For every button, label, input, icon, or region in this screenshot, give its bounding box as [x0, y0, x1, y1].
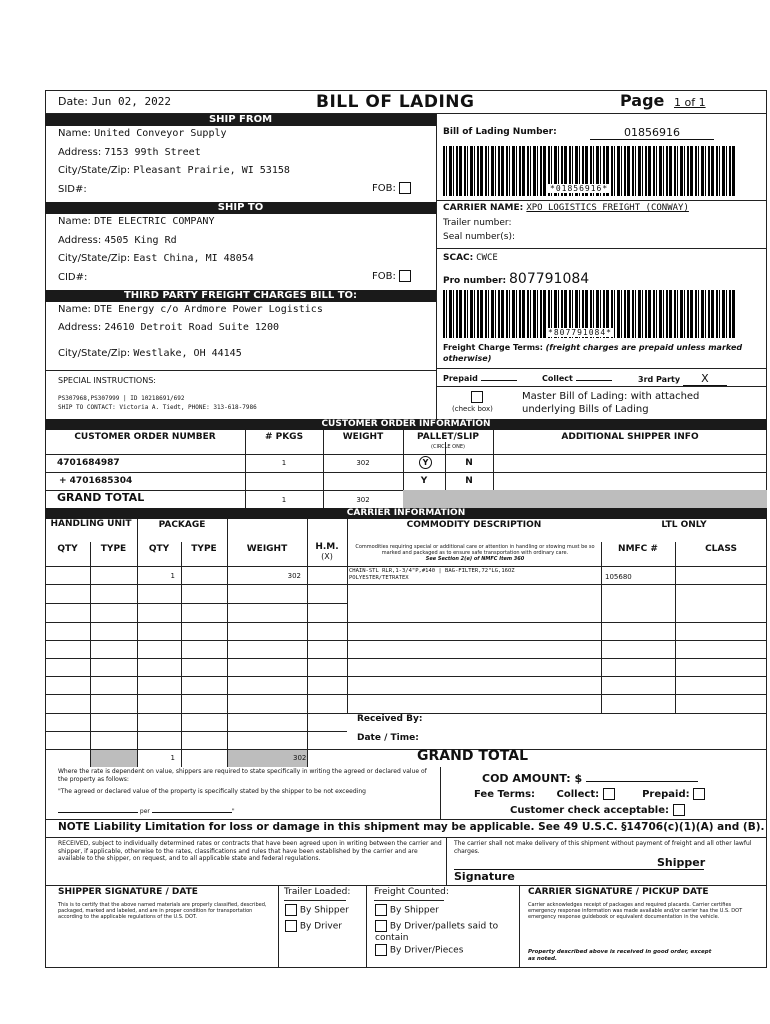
cod-amount[interactable]: COD AMOUNT: $	[482, 772, 698, 785]
col-weight: WEIGHT	[342, 432, 384, 442]
counted-by-driver-pallets[interactable]: By Driver/pallets said to contain	[375, 921, 499, 943]
pkg-qty-header: QTY	[148, 544, 170, 554]
pro-barcode-text: *807791084*	[548, 328, 612, 337]
collect-field[interactable]: Collect	[542, 374, 612, 383]
item-pkg-qty: 1	[170, 572, 175, 580]
shipper-signature-text: This is to certify that the above named materials are properly classified, described, packaged, marked and labeled, and are in proper condition for transportation according to the applicable regulations of the U.S. DOT.	[58, 902, 267, 920]
carrier-info-heading: CARRIER INFORMATION	[45, 508, 767, 519]
bol-number-line: Bill of Lading Number:	[443, 127, 557, 137]
page-value: 1 of 1	[673, 96, 706, 109]
third-party-field[interactable]: 3rd Party X	[638, 372, 727, 386]
handling-unit-header: HANDLING UNIT	[50, 519, 132, 529]
order-row-1-weight: 302	[356, 459, 370, 467]
ship-from-fob-checkbox[interactable]	[399, 182, 411, 194]
master-bol-label: Master Bill of Lading: with attached underlying Bills of Lading	[522, 391, 700, 415]
ship-to-heading: SHIP TO	[45, 202, 436, 214]
carrier-total-qty: 1	[170, 754, 175, 762]
shipper-signature-heading: SHIPPER SIGNATURE / DATE	[58, 887, 198, 897]
prepaid-field[interactable]: Prepaid	[443, 374, 517, 383]
ship-to-fob: FOB:	[372, 270, 411, 282]
counted-by-shipper[interactable]: By Shipper	[375, 904, 439, 916]
document-title: BILL OF LADING	[316, 92, 475, 112]
liability-note: NOTE Liability Limitation for loss or damage in this shipment may be applicable. See 49 U.S.C. §14706(c)(1)(A) and (B).	[58, 821, 765, 833]
nmfc-header: NMFC #	[618, 544, 658, 554]
check-box-note: (check box)	[452, 405, 493, 413]
fee-prepaid-checkbox[interactable]	[693, 788, 705, 800]
hm-header: H.M. (X)	[315, 542, 339, 561]
customer-check-line: Customer check acceptable:	[510, 804, 685, 816]
ltl-only-header: LTL ONLY	[661, 520, 707, 530]
ship-to-address: Address: 4505 King Rd	[58, 235, 177, 246]
bol-number: 01856916	[590, 126, 714, 140]
declared-value-per[interactable]: per "	[58, 808, 235, 815]
freight-counted-label: Freight Counted:	[374, 887, 449, 897]
pro-number: 807791084	[509, 271, 590, 287]
ship-from-sid: SID#:	[58, 184, 87, 195]
circle-one-note: (CIRCLE ONE)	[431, 444, 465, 450]
order-row-1-n[interactable]: N	[465, 458, 473, 468]
hu-type-header: TYPE	[100, 544, 127, 554]
ship-from-city: City/State/Zip: Pleasant Prairie, WI 53158	[58, 165, 290, 176]
declared-value-text: Where the rate is dependent on value, shippers are required to state specifically in writing the agreed or declared value of the property as follows:	[58, 768, 427, 783]
received-text: RECEIVED, subject to individually determined rates or contracts that have been agreed upon in writing between the carrier and shipper, if applicable, otherwise to the rates, classifications and rules that have been established by the carrier and are available to the shipper, on request, and to all applicable state and federal regulations.	[58, 840, 442, 862]
customer-order-table	[45, 430, 767, 508]
counted-by-driver-pieces[interactable]: By Driver/Pieces	[375, 944, 463, 956]
bol-barcode-text: *01856916*	[550, 184, 609, 193]
col-order-number: CUSTOMER ORDER NUMBER	[74, 432, 216, 442]
special-instructions-label: SPECIAL INSTRUCTIONS:	[58, 376, 156, 385]
col-pkgs: # PKGS	[264, 432, 304, 442]
date-value: Jun 02, 2022	[91, 95, 171, 108]
order-row-1-number: 4701684987	[57, 458, 120, 468]
item-weight: 302	[287, 572, 301, 580]
carrier-grand-total: GRAND TOTAL	[417, 748, 528, 764]
third-party-mark: X	[683, 372, 727, 386]
shipper-label: Shipper	[657, 856, 706, 869]
date-line	[58, 95, 171, 108]
special-instructions-line2: SHIP TO CONTACT: Victoria A. Tiedt, PHONE: 313-618-7986	[58, 404, 257, 411]
trailer-loaded-label: Trailer Loaded:	[284, 887, 351, 897]
fee-terms-line: Fee Terms: Collect: Prepaid:	[474, 788, 705, 800]
ship-from-address: Address: 7153 99th Street	[58, 147, 201, 158]
ship-to-fob-checkbox[interactable]	[399, 270, 411, 282]
carrier-note: The carrier shall not make delivery of this shipment without payment of freight and all other lawful charges.	[454, 840, 752, 855]
package-header: PACKAGE	[158, 520, 206, 530]
commodity-note: Commodities requiring special or additional care or attention in handling or stowing must be so marked and packaged as to ensure safe transportation with ordinary care. See Section 2(e) of NMFC Item 360	[355, 544, 595, 562]
order-row-2-n[interactable]: N	[465, 476, 473, 486]
item-description: CHAIN-STL RLR,1-3/4"P,#140 | BAG-FILTER,72"LG,16OZ POLYESTER/TETRATEX	[349, 568, 515, 581]
commodity-header: COMMODITY DESCRIPTION	[406, 520, 542, 530]
carrier-signature-heading: CARRIER SIGNATURE / PICKUP DATE	[528, 887, 709, 897]
third-party-heading: THIRD PARTY FREIGHT CHARGES BILL TO:	[45, 290, 436, 302]
customer-order-heading: CUSTOMER ORDER INFORMATION	[45, 419, 767, 430]
order-row-2-y[interactable]: Y	[420, 476, 428, 486]
order-grand-total-label: GRAND TOTAL	[57, 491, 145, 504]
order-row-1-pkgs: 1	[281, 459, 287, 467]
ship-from-fob: FOB:	[372, 182, 411, 194]
third-party-name: Name: DTE Energy c/o Ardmore Power Logistics	[58, 304, 323, 315]
order-row-1-y[interactable]: Y	[419, 456, 432, 469]
seal-number: Seal number(s):	[443, 232, 515, 242]
col-additional-info: ADDITIONAL SHIPPER INFO	[561, 432, 699, 442]
order-grand-total-pkgs: 1	[281, 496, 287, 504]
fee-collect-checkbox[interactable]	[603, 788, 615, 800]
ship-from-name: Name: United Conveyor Supply	[58, 128, 227, 139]
customer-check-checkbox[interactable]	[673, 804, 685, 816]
carrier-signature-text: Carrier acknowledges receipt of packages and required placards. Carrier certifies emergency response information was made available and/or carrier has the U.S. DOT emergency response guidebook or equivalent documentation in the vehicle.	[528, 902, 743, 920]
order-row-2-number: + 4701685304	[59, 476, 133, 486]
date-label: Date:	[58, 95, 88, 108]
pkg-type-header: TYPE	[191, 544, 217, 554]
page-label: Page	[620, 91, 665, 110]
date-time: Date / Time:	[357, 733, 419, 743]
ship-to-cid: CID#:	[58, 272, 88, 283]
carrier-signature-footer: Property described above is received in good order, except as noted.	[528, 949, 712, 962]
order-grand-total-weight: 302	[356, 496, 370, 504]
scac-line: SCAC: CWCE	[443, 253, 498, 263]
trailer-by-shipper[interactable]: By Shipper	[285, 904, 349, 916]
carrier-info-table	[45, 519, 767, 767]
ship-to-city: City/State/Zip: East China, MI 48054	[58, 253, 254, 264]
trailer-number: Trailer number:	[443, 218, 512, 228]
freight-terms: Freight Charge Terms: (freight charges are prepaid unless marked otherwise)	[443, 343, 743, 363]
signature-label: Signature	[454, 870, 515, 883]
special-instructions-line1: PS307968,PS307999 | ID 10218691/692	[58, 395, 185, 402]
hu-qty-header: QTY	[57, 544, 78, 554]
carrier-total-weight: 302	[293, 754, 307, 762]
third-party-city: City/State/Zip: Westlake, OH 44145	[58, 348, 242, 359]
ship-from-heading: SHIP FROM	[45, 114, 436, 126]
page-indicator	[620, 91, 706, 110]
weight-header: WEIGHT	[246, 544, 288, 554]
ship-to-name: Name: DTE ELECTRIC COMPANY	[58, 216, 215, 227]
pro-number-line: Pro number: 807791084	[443, 271, 590, 287]
received-by: Received By:	[357, 714, 423, 724]
carrier-name-line: CARRIER NAME: XPO LOGISTICS FREIGHT (CONWAY)	[443, 203, 689, 213]
trailer-by-driver[interactable]: By Driver	[285, 920, 342, 932]
col-pallet-slip: PALLET/SLIP	[417, 432, 479, 442]
master-bol-checkbox[interactable]	[471, 391, 483, 403]
declared-value-statement: "The agreed or declared value of the property is specifically stated by the shipper to be not exceeding	[58, 788, 366, 795]
third-party-address: Address: 24610 Detroit Road Suite 1200	[58, 322, 279, 333]
class-header: CLASS	[705, 544, 737, 554]
item-nmfc: 105680	[605, 573, 632, 581]
carrier-name: XPO LOGISTICS FREIGHT (CONWAY)	[526, 203, 689, 213]
